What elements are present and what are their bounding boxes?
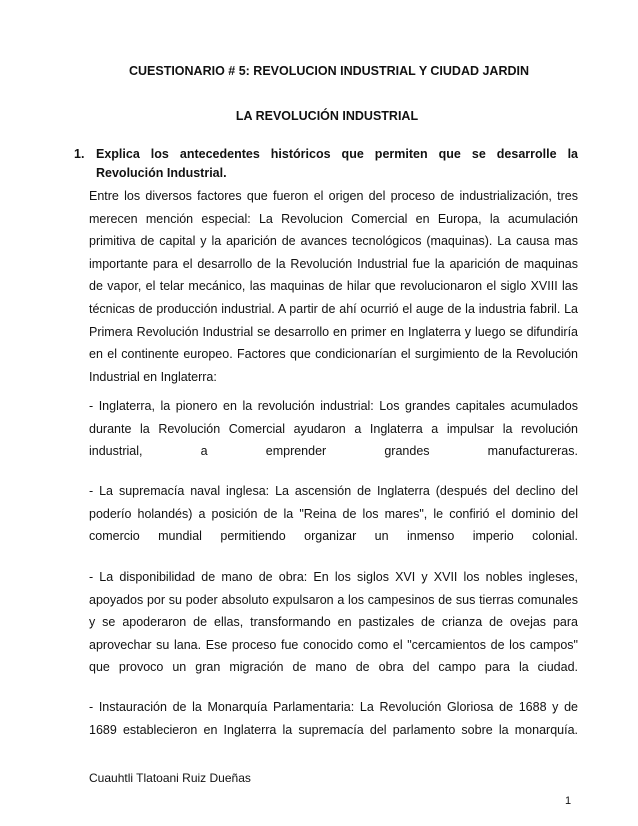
- paragraph-mano-de-obra: [89, 566, 578, 679]
- paragraph-line: Industrial en Inglaterra:: [89, 369, 217, 384]
- paragraph-supremacia-naval: [89, 480, 578, 548]
- paragraph-line: durante la Revolución Comercial ayudaron a Inglaterra a impulsar la revolución: [89, 421, 578, 436]
- question-line: Explica los antecedentes históricos que permiten que se desarrolle la: [96, 147, 578, 161]
- question: [74, 145, 578, 183]
- paragraph-line: en el continente europeo. Factores que condicionarían el surgimiento de la Revolución: [89, 347, 578, 362]
- paragraph-line: 1689 establecieron en Inglaterra la supremacía del parlamento sobre la monarquía.: [89, 722, 578, 737]
- paragraph-line: primitiva de capital y la aparición de avances tecnológicos (maquinas). La causa mas: [89, 234, 578, 249]
- paragraph-inglaterra: [89, 395, 578, 463]
- paragraph-line: y se apoderaron de ellas, transformando en pastizales de crianza de ovejas para: [89, 615, 578, 630]
- paragraph-line: que provoco un gran migración de mano de obra del campo para la ciudad.: [89, 660, 578, 675]
- paragraph-line: de vapor, el telar mecánico, las maquinas de hilar que revolucionaron el siglo XVIII las: [89, 279, 578, 294]
- paragraph-intro: [89, 185, 578, 388]
- question-number: 1.: [74, 147, 85, 161]
- paragraph-line: Primera Revolución Industrial se desarrollo en primer en Inglaterra y luego se difundiría: [89, 324, 578, 339]
- paragraph-monarquia: [89, 696, 578, 741]
- paragraph-line: Entre los diversos factores que fueron el origen del proceso de industrialización, tres: [89, 189, 578, 203]
- footer-author: Cuauhtli Tlatoani Ruiz Dueñas: [89, 771, 251, 785]
- paragraph-line: - Inglaterra, la pionero en la revolución industrial: Los grandes capitales acumulados: [89, 399, 578, 413]
- paragraph-line: técnicas de producción industrial. A partir de ahí ocurrió el auge de la industria fabril. La: [89, 301, 578, 316]
- section-title: LA REVOLUCIÓN INDUSTRIAL: [235, 109, 419, 123]
- paragraph-line: poderío holandés) a posición de la "Reina de los mares", le confirió el dominio del: [89, 506, 578, 521]
- question-line: Revolución Industrial.: [96, 166, 227, 180]
- page-number: 1: [565, 795, 572, 807]
- paragraph-line: - La disponibilidad de mano de obra: En los siglos XVI y XVII los nobles ingleses,: [89, 570, 578, 584]
- paragraph-line: apoyados por su poder absoluto expulsaron a los campesinos de sus tierras comunales: [89, 592, 578, 607]
- document-title: CUESTIONARIO # 5: REVOLUCION INDUSTRIAL Y CIUDAD JARDIN: [128, 64, 530, 78]
- paragraph-line: aprovechar su lana. Ese proceso fue conocido como el "cercamientos de los campos": [89, 637, 578, 652]
- paragraph-line: - La supremacía naval inglesa: La ascensión de Inglaterra (después del declino del: [89, 484, 578, 498]
- paragraph-line: importante para el desarrollo de la Revolución Industrial fue la aparición de maquinas: [89, 256, 578, 271]
- paragraph-line: comercio mundial permitiendo organizar un inmenso imperio colonial.: [89, 529, 578, 544]
- paragraph-line: industrial, a emprender grandes manufactureras.: [89, 444, 578, 459]
- paragraph-line: - Instauración de la Monarquía Parlamentaria: La Revolución Gloriosa de 1688 y de: [89, 700, 578, 714]
- paragraph-line: merecen mención especial: La Revolucion Comercial en Europa, la acumulación: [89, 211, 578, 226]
